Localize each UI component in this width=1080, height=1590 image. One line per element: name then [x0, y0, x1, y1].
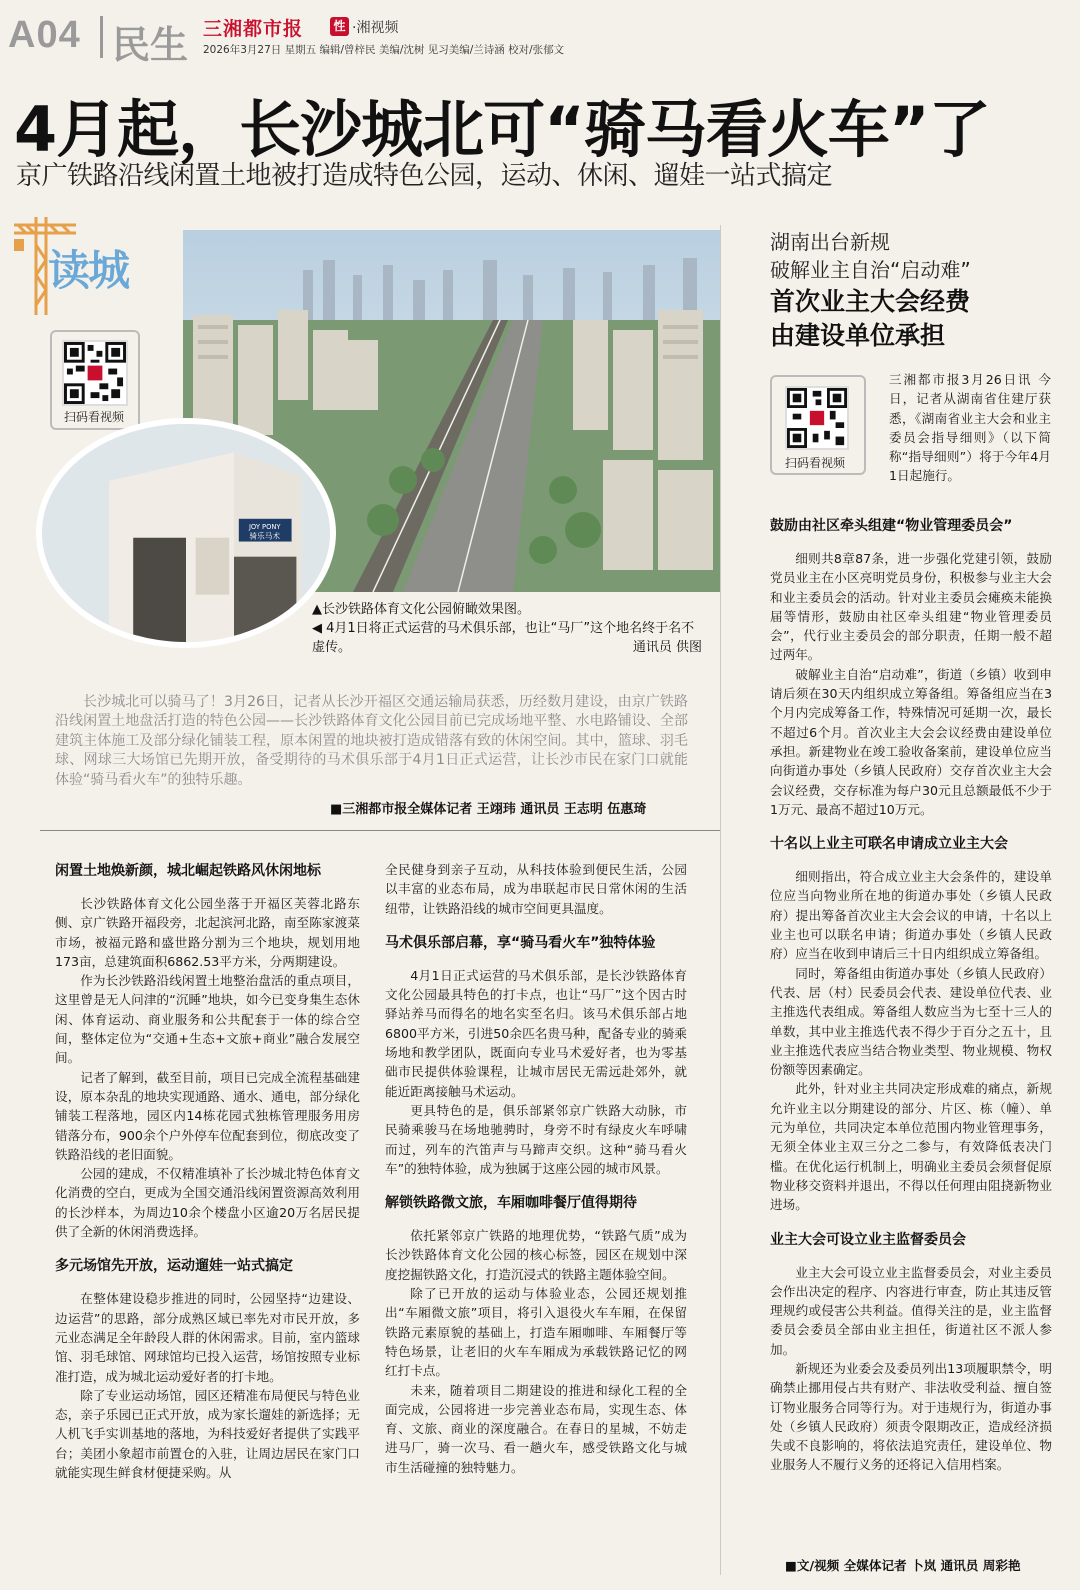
- paragraph: 新规还为业委会及委员列出13项履职禁令，明确禁止挪用侵占共有财产、非法收受利益、擅自签订物业服务合同等行为。对于违规行为，街道办事处（乡镇人民政府）须责令限期改正，造成经济损失或不良影响的，将依法追究责任，建设单位、物业服务人不履行义务的还将记入信用档案。: [770, 1360, 1052, 1473]
- main-story-column-2: [385, 860, 687, 1477]
- subheading: 多元场馆先开放，运动遛娃一站式搞定: [55, 1258, 293, 1275]
- paragraph: 未来，随着项目二期建设的推进和绿化工程的全面完成，公园将进一步完善业态布局，实现生态、体育、文旅、商业的深度融合。在春日的星城，不妨走进马厂，骑一次马、看一趟火车，感受铁路文化与城市生活碰撞的独特魅力。: [385, 1382, 687, 1475]
- photo-credit: 通讯员 供图: [632, 640, 702, 655]
- paragraph: 在整体建设稳步推进的同时，公园坚持“边建设、边运营”的思路，部分成熟区域已率先对市民开放，多元业态满足全年龄段人群的休闲需求。目前，室内篮球馆、羽毛球馆、网球馆均已投入运营，场馆按照专业标准打造，成为城北运动爱好者的打卡地。: [55, 1291, 360, 1384]
- photo-captions: [312, 600, 702, 657]
- side-headline-line: 由建设单位承担: [770, 321, 946, 350]
- brand-logo-icon: 性: [330, 17, 349, 36]
- side-kicker-line: 破解业主自治“启动难”: [770, 258, 971, 282]
- side-kicker: [770, 228, 971, 284]
- caption-aerial: ▲长沙铁路体育文化公园俯瞰效果图。: [312, 602, 530, 617]
- paragraph: 细则指出，符合成立业主大会条件的，建设单位应当向物业所在地的街道办事处（乡镇人民政府）提出筹备首次业主大会会议的申请，十名以上业主也可以联名申请；街道办事处（乡镇人民政府）应当在收到申请后三十日内组织成立筹备组。: [770, 869, 1052, 962]
- qr-label: 扫码看视频: [785, 456, 846, 470]
- paragraph: 依托紧邻京广铁路的地理优势，“铁路气质”成为长沙铁路体育文化公园的核心标签，园区在规划中深度挖掘铁路文化，打造沉浸式的铁路主题体验空间。: [385, 1228, 687, 1282]
- sign-english: JOY PONY: [248, 523, 281, 532]
- paragraph: 公园的建成，不仅精准填补了长沙城北特色体育文化消费的空白，更成为全国交通沿线闲置资源高效利用的长沙样本，为周边10余个楼盘小区逾20万名居民提供了全新的休闲消费选择。: [55, 1166, 360, 1240]
- qr-code-icon[interactable]: [62, 340, 128, 406]
- paragraph: 更具特色的是，俱乐部紧邻京广铁路大动脉，市民骑乘骏马在场地驰骋时，身旁不时有绿皮火车呼啸而过，列车的汽笛声与马蹄声交织。这种“骑马看火车”的独特体验，成为独属于这座公园的城市风景。: [385, 1102, 687, 1176]
- page-number: A04: [8, 14, 81, 56]
- caption-horse-club: ◀ 4月1日将正式运营的马术俱乐部，也让“马厂”这个地名终于名不虚传。: [312, 621, 695, 655]
- lead-paragraph: 长沙城北可以骑马了！3月26日，记者从长沙开福区交通运输局获悉，历经数月建设，由京广铁路沿线闲置土地盘活打造的特色公园——长沙铁路体育文化公园目前已完成场地平整、水电路铺设、全部建筑主体施工及部分绿化铺装工程，原本闲置的地块被打造成错落有致的休闲空间。其中，篮球、羽毛球、网球三大场馆已先期开放，备受期待的马术俱乐部于4月1日正式运营，让长沙市民在家门口就能体验“骑马看火车”的独特乐趣。: [55, 694, 688, 788]
- paragraph: 4月1日正式运营的马术俱乐部，是长沙铁路体育文化公园最具特色的打卡点，也让“马厂”这个因古时驿站养马而得名的地名实至名归。该马术俱乐部占地6800平方米，引进50余匹名贵马种，配备专业的骑乘场地和教学团队，既面向专业马术爱好者，也为零基础市民提供体验课程，让城市居民无需远赴郊外，就能近距离接触马术运动。: [385, 967, 687, 1099]
- masthead-divider: [100, 16, 103, 58]
- subheading: 鼓励由社区牵头组建“物业管理委员会”: [770, 518, 1013, 534]
- side-headline: [770, 285, 970, 353]
- side-byline: ■文/视频 全媒体记者 卜岚 通讯员 周彩艳: [785, 1558, 1021, 1573]
- paragraph: 长沙铁路体育文化公园坐落于开福区芙蓉北路东侧、京广铁路开福段旁，北起滨河北路，南至陈家渡菜市场，被福元路和盛世路分割为三个地块，规划用地173亩，总建筑面积6862.53平方米，分两期建设。: [55, 896, 360, 969]
- paragraph: 同时，筹备组由街道办事处（乡镇人民政府）代表、居（村）民委员会代表、建设单位代表、业主推选代表组成。筹备组人数应当为七至十三人的单数，其中业主推选代表不得少于百分之五十，且业主推选代表应当结合物业类型、物业规模、物权份额等因素确定。: [770, 965, 1052, 1078]
- section-name: 民生: [112, 23, 189, 67]
- paragraph: 记者了解到，截至目前，项目已完成全流程基础建设，原本杂乱的地块实现通路、通水、通电，部分绿化铺装工程落地，园区内14栋花园式独栋管理服务用房错落分布，900余个户外停车位配套到位，彻底改变了铁路沿线的老旧面貌。: [55, 1069, 360, 1162]
- lead-byline: ■三湘都市报全媒体记者 王翊玮 通讯员 王志明 伍惠琦: [330, 802, 647, 817]
- subheading: 业主大会可设立业主监督委员会: [770, 1231, 966, 1248]
- main-story-column-1: [55, 860, 360, 1482]
- paragraph: 业主大会可设立业主监督委员会，对业主委员会作出决定的程序、内容进行审查，防止其违反管理规约或侵害公共利益。值得关注的是，业主监督委员会委员全部由业主担任，街道社区不派人参加。: [770, 1264, 1052, 1357]
- page-headline: 4月起，长沙城北可“骑马看火车”了: [14, 93, 990, 166]
- newspaper-brand: 三湘都市报: [203, 18, 304, 40]
- side-dateline: 三湘都市报3月26日讯 今日，记者从湖南省住建厅获悉，《湖南省业主大会和业主委员会指导细则》（以下简称“指导细则”）将于今年4月1日起施行。: [889, 372, 1051, 484]
- side-headline-line: 首次业主大会经费: [770, 287, 971, 316]
- paragraph-continued: 全民健身到亲子互动，从科技体验到便民生活，公园以丰富的业态布局，成为串联起市民日常休闲的生活纽带，让铁路沿线的城市空间更具温度。: [385, 862, 687, 916]
- column-rule: [720, 225, 721, 1575]
- horse-club-photo: [36, 418, 336, 648]
- paragraph: 作为长沙铁路沿线闲置土地整治盘活的重点项目，这里曾是无人问津的“沉睡”地块，如今已变身集生态休闲、体育运动、商业服务和公共配套于一体的综合空间，整体定位为“交通+生态+文旅+商业”融合发展空间。: [55, 973, 360, 1066]
- subheading: 马术俱乐部启幕，享“骑马看火车”独特体验: [385, 934, 656, 951]
- page-subheadline: 京广铁路沿线闲置土地被打造成特色公园，运动、休闲、遛娃一站式搞定: [16, 161, 833, 191]
- subheading: 十名以上业主可联名申请成立业主大会: [770, 836, 1008, 853]
- paragraph: 细则共8章87条，进一步强化党建引领，鼓励党员业主在小区亮明党员身份，积极参与业主大会和业主委员会的活动。针对业主委员会瘫痪未能换届等情形，鼓励由社区牵头组建“物业管理委员会”，代行业主委员会的部分职责，任期一般不超过两年。: [770, 551, 1052, 663]
- video-brand: ·湘视频: [352, 20, 399, 36]
- section-divider: [40, 830, 720, 831]
- paragraph: 此外，针对业主共同决定形成难的痛点，新规允许业主以分期建设的部分、片区、栋（幢）、单元为单位，共同决定本单位范围内物业管理事务，无须全体业主双三分之二参与，有效降低表决门槛。在优化运行机制上，明确业主委员会须督促原物业移交资料并退出，不得以任何理由阻挠新物业进场。: [770, 1081, 1052, 1213]
- subheading: 解锁铁路微文旅，车厢咖啡餐厅值得期待: [385, 1195, 637, 1212]
- paragraph: 破解业主自治“启动难”，街道（乡镇）收到申请后须在30天内组织成立筹备组。筹备组应当在3个月内完成筹备工作，特殊情况可延期一次，最长不超过6个月。首次业主大会会议经费由建设单位承担。新建物业在竣工验收备案前，建设单位应当向街道办事处（乡镇人民政府）交存首次业主大会会议经费，交存标准为每户30元且总额最低不少于1万元、最高不超过10万元。: [770, 666, 1052, 817]
- paragraph: 除了专业运动场馆，园区还精准布局便民与特色业态，亲子乐园已正式开放，成为家长遛娃的新选择；无人机飞手实训基地的落地，为科技爱好者提供了实践平台；美团小象超市前置仓的入驻，让周边居民在家门口就能实现生鲜食材便捷采购。从: [55, 1387, 360, 1481]
- side-kicker-line: 湖南出台新规: [770, 230, 890, 254]
- column-kicker: 读城: [48, 246, 129, 295]
- side-story-body: [770, 515, 1052, 1475]
- qr-code-icon[interactable]: [785, 386, 849, 450]
- subheading: 闲置土地焕新颜，城北崛起铁路风休闲地标: [55, 863, 321, 879]
- qr-label: 扫码看视频: [64, 410, 125, 424]
- issue-meta: 2026年3月27日 星期五 编辑/曾梓民 美编/沈树 见习美编/兰诗涵 校对/张郁文: [203, 44, 565, 56]
- sign-chinese: 骑乐马术: [249, 531, 281, 541]
- paragraph: 除了已开放的运动与体验业态，公园还规划推出“车厢微文旅”项目，将引入退役火车车厢，在保留铁路元素原貌的基础上，打造车厢咖啡、车厢餐厅等特色场景，让老旧的火车车厢成为承载铁路记忆的网红打卡点。: [385, 1286, 687, 1379]
